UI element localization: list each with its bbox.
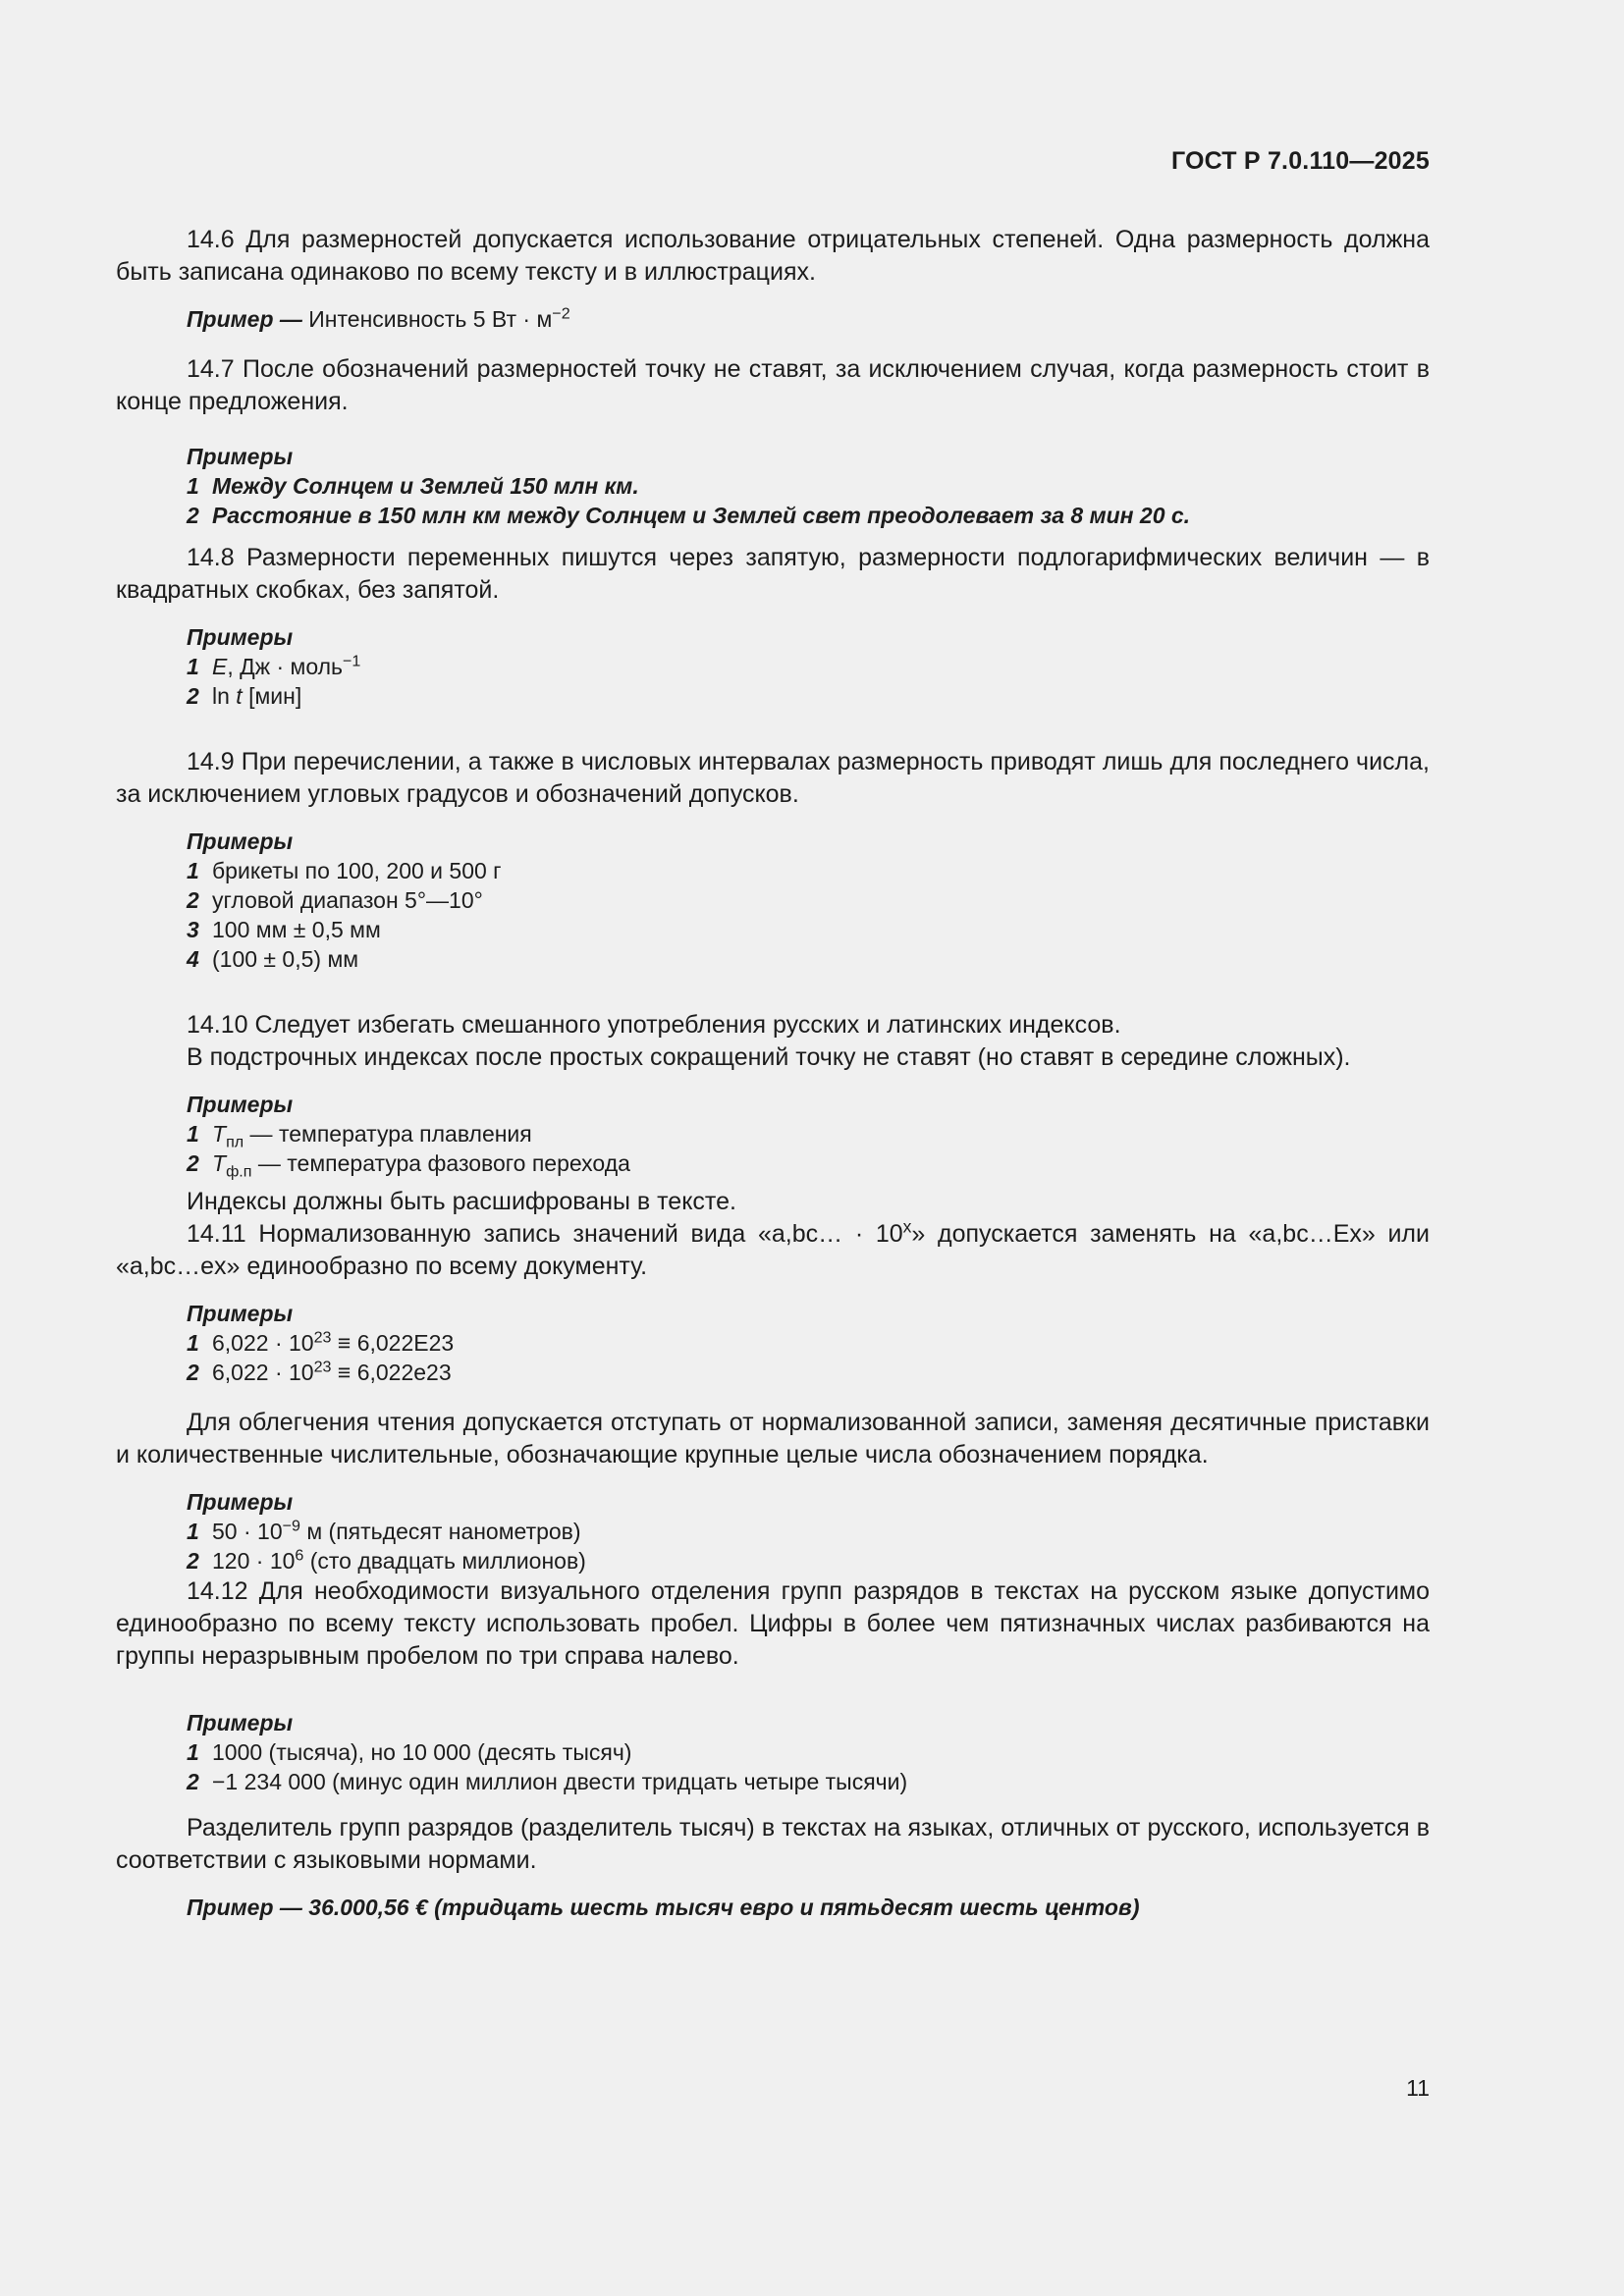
examples-title: Примеры	[187, 828, 294, 854]
page-number: 11	[1406, 2075, 1430, 2101]
example-label: Пример —	[187, 306, 302, 332]
example-item: 1 Между Солнцем и Землей 150 млн км.	[187, 473, 639, 499]
paragraph-14-11: 14.11 Нормализованную запись значений вида «a,bc… · $10^x$» допускается заменять на «a,bc…Ex» или «a,bc…ex» единообразно по всему документу.	[116, 1216, 1430, 1280]
examples-title: Примеры	[187, 444, 294, 469]
examples-14-7	[187, 442, 1430, 530]
examples-14-11-order	[187, 1487, 1430, 1575]
document-header: ГОСТ Р 7.0.110—2025	[1170, 147, 1430, 175]
example-item: 2 Расстояние в 150 млн км между Солнцем и Землей свет преодолевает за 8 мин 20 с.	[187, 503, 1191, 528]
example-14-6	[187, 304, 1430, 334]
example-item: 2 угловой диапазон 5°—10°	[187, 887, 483, 913]
paragraph-14-12: 14.12 Для необходимости визуального отделения групп разрядов в текстах на русском языке допустимо единообразно по всему тексту использовать пробел. Цифры в более чем пятизначных числах разбиваются на группы неразрывным пробелом по три справа налево.	[116, 1577, 1430, 1670]
example-superscript: −2	[552, 304, 570, 323]
paragraph-separator-note: Разделитель групп разрядов (разделитель тысяч) в текстах на языках, отличных от русского, используется в соответствии с языковыми нормами.	[116, 1814, 1430, 1874]
paragraph-normalized-note: Для облегчения чтения допускается отступать от нормализованной записи, заменяя десятичные приставки и количественные числительные, обозначающие крупные целые числа обозначением порядка.	[116, 1409, 1430, 1468]
examples-title: Примеры	[187, 1301, 294, 1326]
example-item: 4 (100 ± 0,5) мм	[187, 946, 359, 972]
paragraph-14-10: 14.10 Следует избегать смешанного употребления русских и латинских индексов.	[187, 1011, 1121, 1039]
example-item: 2 $T_{ф.п}$ — температура фазового перехода	[187, 1150, 630, 1181]
example-item: 1 брикеты по 100, 200 и 500 г	[187, 858, 502, 883]
examples-14-11	[187, 1299, 1430, 1387]
paragraph-14-7: 14.7 После обозначений размерностей точку не ставят, за исключением случая, когда размерность стоит в конце предложения.	[116, 355, 1430, 415]
example-item: 2 −1 234 000 (минус один миллион двести тридцать четыре тысячи)	[187, 1769, 908, 1794]
examples-14-9	[187, 827, 1430, 974]
examples-title: Примеры	[187, 1489, 294, 1515]
examples-title: Примеры	[187, 1710, 294, 1735]
example-item: 1 $T_{пл}$ — температура плавления	[187, 1121, 532, 1151]
paragraph-14-9: 14.9 При перечислении, а также в числовых интервалах размерность приводят лишь для последнего числа, за исключением угловых градусов и обозначений допусков.	[116, 748, 1430, 808]
examples-14-8	[187, 622, 1430, 711]
examples-14-10	[187, 1090, 1430, 1181]
example-item: 3 100 мм ± 0,5 мм	[187, 917, 381, 942]
page-content	[116, 224, 1430, 1922]
examples-14-12	[187, 1708, 1430, 1796]
example-item: 1 E, Дж · моль$^{-1}$	[187, 652, 361, 679]
examples-title: Примеры	[187, 1092, 294, 1117]
final-example: Пример — 36.000,56 € (тридцать шесть тысяч евро и пятьдесят шесть центов)	[187, 1895, 1140, 1920]
example-text: Интенсивность 5 Вт · м	[301, 306, 553, 332]
example-item: 1 $50 \cdot 10^{-9}$ м (пятьдесят нанометров)	[187, 1517, 581, 1544]
examples-title: Примеры	[187, 624, 294, 650]
paragraph-14-6: 14.6 Для размерностей допускается использование отрицательных степеней. Одна размерность должна быть записана одинаково по всему тексту и в иллюстрациях.	[116, 226, 1430, 286]
paragraph-14-8: 14.8 Размерности переменных пишутся через запятую, размерности подлогарифмических величин — в квадратных скобках, без запятой.	[116, 544, 1430, 604]
paragraph-14-10-indices: В подстрочных индексах после простых сокращений точку не ставят (но ставят в середине сложных).	[187, 1043, 1351, 1071]
example-item: 2 $120 \cdot 10^6$ (сто двадцать миллионов)	[187, 1546, 586, 1574]
example-item: 2 ln t [мин]	[187, 683, 302, 709]
example-item: 1 $6,022 \cdot 10^{23} \equiv 6,022E23$	[187, 1328, 455, 1356]
example-item: 1 1000 (тысяча), но 10 000 (десять тысяч)	[187, 1739, 632, 1765]
paragraph-indices-note: Индексы должны быть расшифрованы в тексте.	[187, 1188, 736, 1215]
example-item: 2 $6,022 \cdot 10^{23} \equiv 6,022e23$	[187, 1358, 452, 1385]
